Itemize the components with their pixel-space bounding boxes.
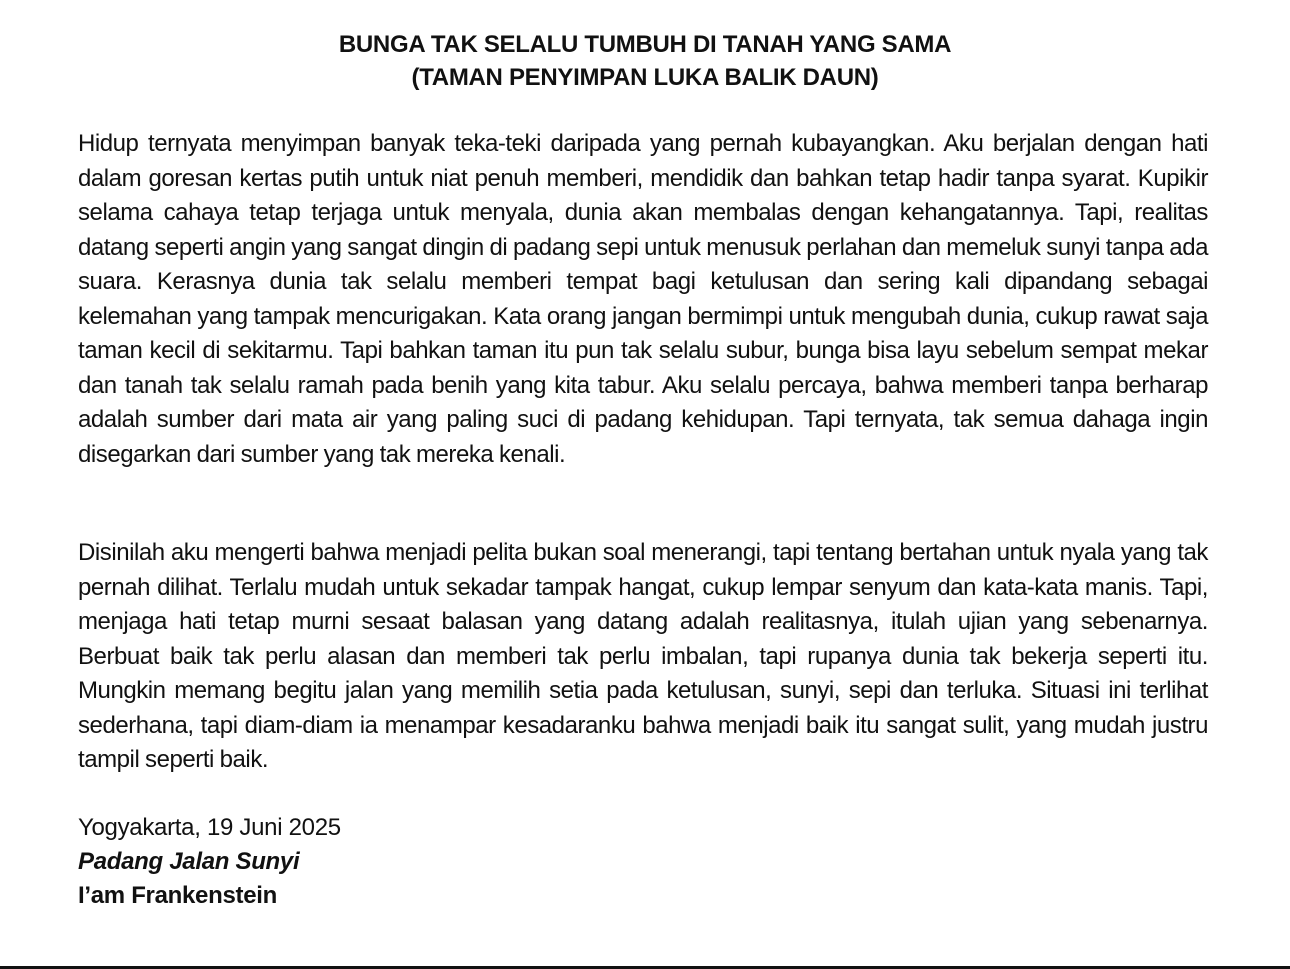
paragraph-2: Disinilah aku mengerti bahwa menjadi pelita bukan soal menerangi, tapi tentang bertahan untuk nyala yang tak pernah dilihat. Terlalu mudah untuk sekadar tampak hangat, cukup lempar senyum dan kata-kata manis. Tapi, menjaga hati tetap murni sesaat balasan yang datang adalah realitasnya, itulah ujian yang sebenarnya. Berbuat baik tak perlu alasan dan memberi tak perlu imbalan, tapi rupanya dunia tak bekerja seperti itu. Mungkin memang begitu jalan yang memilih setia pada ketulusan, sunyi, sepi dan terluka. Situasi ini terlihat sederhana, tapi diam-diam ia menampar kesadaranku bahwa menjadi baik itu sangat sulit, yang mudah justru tampil seperti baik. [78,539,1208,773]
signature-place-date: Yogyakarta, 19 Juni 2025 [78,814,341,841]
title-line-subtitle: (TAMAN PENYIMPAN LUKA BALIK DAUN) [411,64,879,91]
paragraph-1: Hidup ternyata menyimpan banyak teka-teki daripada yang pernah kubayangkan. Aku berjalan dengan hati dalam goresan kertas putih untuk niat penuh memberi, mendidik dan bahkan tetap hadir tanpa syarat. Kupikir selama cahaya tetap terjaga untuk menyala, dunia akan membalas dengan kehangatannya. Tapi, realitas datang seperti angin yang sangat dingin di padang sepi untuk menusuk perlahan dan memeluk sunyi tanpa ada suara. Kerasnya dunia tak selalu memberi tempat bagi ketulusan dan sering kali dipandang sebagai kelemahan yang tampak mencurigakan. Kata orang jangan bermimpi untuk mengubah dunia, cukup rawat saja taman kecil di sekitarmu. Tapi bahkan taman itu pun tak selalu subur, bunga bisa layu sebelum sempat mekar dan tanah tak selalu ramah pada benih yang kita tabur. Aku selalu percaya, bahwa memberi tanpa berharap adalah sumber dari mata air yang paling suci di padang kehidupan. Tapi ternyata, tak semua dahaga ingin disegarkan dari sumber yang tak mereka kenali. [78,130,1208,468]
title-line-main: BUNGA TAK SELALU TUMBUH DI TANAH YANG SAMA [338,31,952,58]
signature-author: I’am Frankenstein [78,882,277,909]
document-title [0,28,1290,94]
signature-block [78,811,341,913]
signature-work-title: Padang Jalan Sunyi [78,848,300,875]
